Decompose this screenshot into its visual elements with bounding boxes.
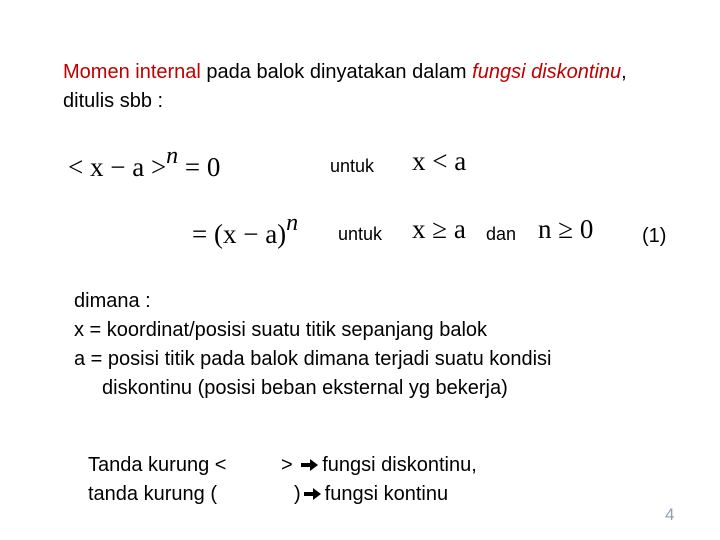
condition-and: dan <box>486 224 517 244</box>
condition-x-geq-a: x ≥ a <box>412 214 466 244</box>
definition-a-cont: diskontinu (posisi beban eksternal yg bekerja) <box>102 377 508 399</box>
intro-text <box>63 58 663 116</box>
eq-exponent: n <box>166 143 179 169</box>
condition-x-less-a: x < a <box>412 146 467 176</box>
intro-term-momen-internal: Momen internal <box>63 61 201 83</box>
definition-a: a = posisi titik pada balok dimana terjadi suatu kondisi <box>74 348 552 370</box>
arrow-right-icon <box>304 487 322 501</box>
condition-word-2: untuk <box>338 224 383 244</box>
condition-word-1: untuk <box>330 156 375 176</box>
equation-row2-lhs <box>192 210 299 250</box>
eq-equals-zero: = 0 <box>178 152 221 182</box>
slide-number: 4 <box>665 505 675 524</box>
condition-n-geq-0: n ≥ 0 <box>538 214 594 244</box>
definition-x: x = koordinat/posisi suatu titik sepanjang balok <box>74 319 488 341</box>
note-angle-close-symbol: > <box>281 454 293 476</box>
eq-paren-expr: = (x − a) <box>192 219 287 249</box>
note-continuous: fungsi kontinu <box>324 483 449 505</box>
arrow-right-icon <box>301 458 319 472</box>
note-angle-label: Tanda kurung < <box>88 454 227 476</box>
note-discontinuous: fungsi diskontinu, <box>322 454 477 476</box>
note-paren-close-symbol: ) <box>294 483 301 505</box>
equation-row1-lhs <box>68 143 221 183</box>
note-paren-label: tanda kurung ( <box>88 483 217 505</box>
definitions-heading: dimana : <box>74 290 151 312</box>
intro-text-2: , ditulis sbb : <box>63 61 627 112</box>
equation-number: (1) <box>642 225 667 247</box>
note-angle-close <box>281 451 477 480</box>
intro-term-fungsi-diskontinu: fungsi diskontinu <box>472 61 622 83</box>
eq-bracket-expr: < x − a > <box>68 152 167 182</box>
note-paren-close <box>294 480 448 509</box>
intro-text-1: pada balok dinyatakan dalam <box>200 61 473 83</box>
eq-exponent-2: n <box>286 210 299 236</box>
